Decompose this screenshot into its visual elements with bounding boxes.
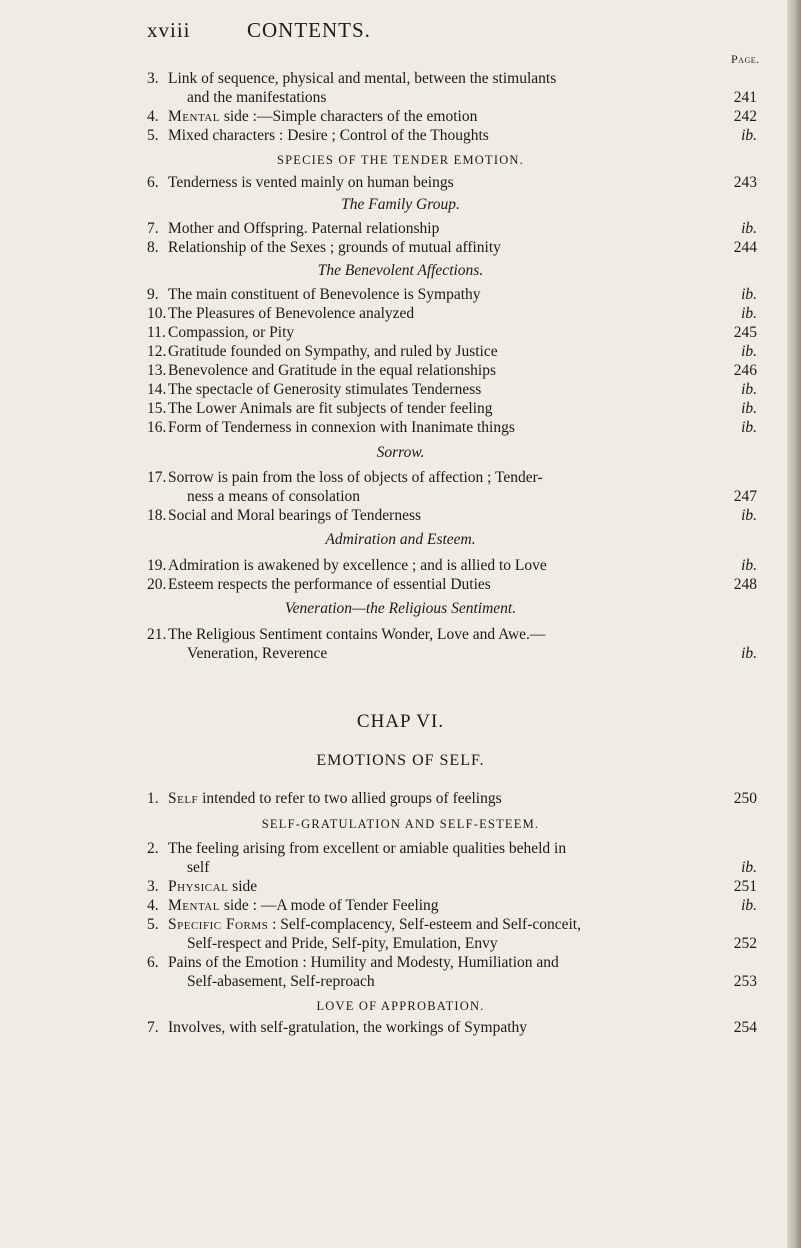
entry-text: Mother and Offspring. Paternal relationship — [168, 220, 440, 237]
entry-page: 253 — [733, 973, 757, 990]
entry-lead: Mental — [168, 897, 220, 914]
entry-lead: Mental — [168, 108, 220, 125]
list-item — [0, 953, 801, 972]
list-item-continuation — [0, 487, 801, 506]
entry-page: 251 — [733, 878, 757, 895]
entry-lead: Self — [168, 790, 199, 807]
entry-page: ib. — [741, 859, 757, 876]
entry-text: The Religious Sentiment contains Wonder, Love and Awe.— — [168, 626, 546, 643]
entry-text: The Lower Animals are fit subjects of tender feeling — [168, 400, 493, 417]
entry-number: 13. — [147, 362, 167, 379]
entry-page: 242 — [733, 108, 757, 125]
entry-number: 16. — [147, 419, 167, 436]
section-heading: SPECIES OF THE TENDER EMOTION. — [276, 153, 524, 167]
section-heading: LOVE OF APPROBATION. — [316, 999, 485, 1013]
entry-text: Pains of the Emotion : Humility and Modesty, Humiliation and — [168, 954, 559, 971]
list-item-continuation — [0, 972, 801, 991]
entry-number: 5. — [147, 916, 159, 933]
entry-page: 247 — [733, 488, 757, 505]
entry-number: 5. — [147, 127, 159, 144]
entry-page: ib. — [741, 400, 757, 417]
entry-number: 9. — [147, 286, 159, 303]
entry-number: 4. — [147, 897, 159, 914]
list-item — [0, 238, 801, 257]
entry-page: 241 — [733, 89, 757, 106]
list-item — [0, 468, 801, 487]
entry-number: 12. — [147, 343, 167, 360]
entry-text: intended to refer to two allied groups of feelings — [198, 790, 502, 807]
entry-number: 18. — [147, 507, 167, 524]
entry-text: Link of sequence, physical and mental, between the stimulants — [168, 70, 557, 87]
list-item — [0, 896, 801, 915]
entry-page: ib. — [741, 557, 757, 574]
entry-text: The spectacle of Generosity stimulates Tenderness — [168, 381, 482, 398]
entry-page: 254 — [733, 1019, 757, 1036]
entry-page: ib. — [741, 897, 757, 914]
entry-text: Sorrow is pain from the loss of objects of affection ; Tender- — [168, 469, 543, 486]
entry-page: 246 — [733, 362, 757, 379]
entry-text: Benevolence and Gratitude in the equal relationships — [168, 362, 496, 379]
list-item — [0, 126, 801, 145]
entry-page: 250 — [733, 790, 757, 807]
entry-page: 244 — [733, 239, 757, 256]
entry-page: ib. — [741, 645, 757, 662]
entry-text: side : —A mode of Tender Feeling — [219, 897, 439, 914]
list-item — [0, 323, 801, 342]
entry-text: Mixed characters : Desire ; Control of the Thoughts — [168, 127, 489, 144]
chapter-title: EMOTIONS OF SELF. — [316, 752, 485, 769]
list-item-continuation — [0, 88, 801, 107]
entry-page: 248 — [733, 576, 757, 593]
entry-page: ib. — [741, 305, 757, 322]
list-item — [0, 399, 801, 418]
entry-number: 3. — [147, 878, 159, 895]
chapter-heading: CHAP VI. — [356, 711, 445, 732]
list-item — [0, 1018, 801, 1037]
entry-text: Form of Tenderness in connexion with Inanimate things — [168, 419, 515, 436]
list-item-continuation — [0, 934, 801, 953]
subsection-heading: The Family Group. — [341, 196, 460, 213]
entry-text: The feeling arising from excellent or amiable qualities beheld in — [168, 840, 567, 857]
list-item — [0, 380, 801, 399]
list-item — [0, 285, 801, 304]
running-title: CONTENTS. — [247, 18, 371, 42]
list-item — [0, 877, 801, 896]
entry-number: 19. — [147, 557, 167, 574]
entry-page: 245 — [733, 324, 757, 341]
entry-text: Compassion, or Pity — [168, 324, 295, 341]
entry-number: 11. — [147, 324, 166, 341]
list-item — [0, 556, 801, 575]
list-item — [0, 506, 801, 525]
entry-text: self — [187, 859, 210, 876]
entry-text: Gratitude founded on Sympathy, and ruled by Justice — [168, 343, 498, 360]
entry-page: ib. — [741, 286, 757, 303]
entry-number: 6. — [147, 174, 159, 191]
entry-text: Tenderness is vented mainly on human beings — [168, 174, 454, 191]
entry-number: 6. — [147, 954, 159, 971]
list-item — [0, 839, 801, 858]
entry-number: 3. — [147, 70, 159, 87]
list-item-continuation — [0, 644, 801, 663]
list-item — [0, 69, 801, 88]
entry-page: ib. — [741, 343, 757, 360]
entry-text: Self-respect and Pride, Self-pity, Emulation, Envy — [187, 935, 498, 952]
section-heading: SELF-GRATULATION AND SELF-ESTEEM. — [261, 817, 540, 831]
entry-number: 17. — [147, 469, 167, 486]
list-item — [0, 219, 801, 238]
entry-number: 1. — [147, 790, 159, 807]
entry-number: 2. — [147, 840, 159, 857]
entry-page: ib. — [741, 507, 757, 524]
entry-number: 14. — [147, 381, 167, 398]
entry-text: Veneration, Reverence — [187, 645, 328, 662]
entry-page: ib. — [741, 220, 757, 237]
list-item-continuation — [0, 858, 801, 877]
entry-text: The main constituent of Benevolence is Sympathy — [168, 286, 481, 303]
entry-page: 243 — [733, 174, 757, 191]
list-item — [0, 418, 801, 437]
list-item — [0, 915, 801, 934]
entry-text: side — [228, 878, 258, 895]
entry-page: ib. — [741, 381, 757, 398]
subsection-heading: Sorrow. — [376, 444, 425, 461]
page-folio: xviii — [147, 18, 191, 42]
list-item — [0, 304, 801, 323]
list-item — [0, 342, 801, 361]
entry-text: The Pleasures of Benevolence analyzed — [168, 305, 415, 322]
subsection-heading: Admiration and Esteem. — [325, 531, 476, 548]
entry-number: 10. — [147, 305, 167, 322]
list-item — [0, 361, 801, 380]
list-item — [0, 107, 801, 126]
entry-page: ib. — [741, 127, 757, 144]
entry-text: side :—Simple characters of the emotion — [219, 108, 478, 125]
entry-lead: Physical — [168, 878, 229, 895]
entry-text: and the manifestations — [187, 89, 327, 106]
entry-number: 7. — [147, 1019, 159, 1036]
list-item — [0, 789, 801, 808]
entry-text: Admiration is awakened by excellence ; and is allied to Love — [168, 557, 547, 574]
entry-text: ness a means of consolation — [187, 488, 361, 505]
entry-text: Relationship of the Sexes ; grounds of mutual affinity — [168, 239, 501, 256]
entry-number: 20. — [147, 576, 167, 593]
subsection-heading: The Benevolent Affections. — [317, 262, 484, 279]
entry-text: : Self-complacency, Self-esteem and Self-conceit, — [268, 916, 581, 933]
entry-number: 15. — [147, 400, 167, 417]
list-item — [0, 625, 801, 644]
entry-page: 252 — [733, 935, 757, 952]
list-item — [0, 173, 801, 192]
entry-lead: Specific Forms — [168, 916, 269, 933]
entry-text: Social and Moral bearings of Tenderness — [168, 507, 422, 524]
entry-text: Self-abasement, Self-reproach — [187, 973, 375, 990]
entry-number: 7. — [147, 220, 159, 237]
entry-page: ib. — [741, 419, 757, 436]
entry-number: 21. — [147, 626, 167, 643]
subsection-heading: Veneration—the Religious Sentiment. — [284, 600, 517, 617]
entry-text: Involves, with self-gratulation, the workings of Sympathy — [168, 1019, 528, 1036]
entry-text: Esteem respects the performance of essential Duties — [168, 576, 491, 593]
list-item — [0, 575, 801, 594]
entry-number: 8. — [147, 239, 159, 256]
entry-number: 4. — [147, 108, 159, 125]
page-column-label: Page. — [731, 52, 760, 66]
